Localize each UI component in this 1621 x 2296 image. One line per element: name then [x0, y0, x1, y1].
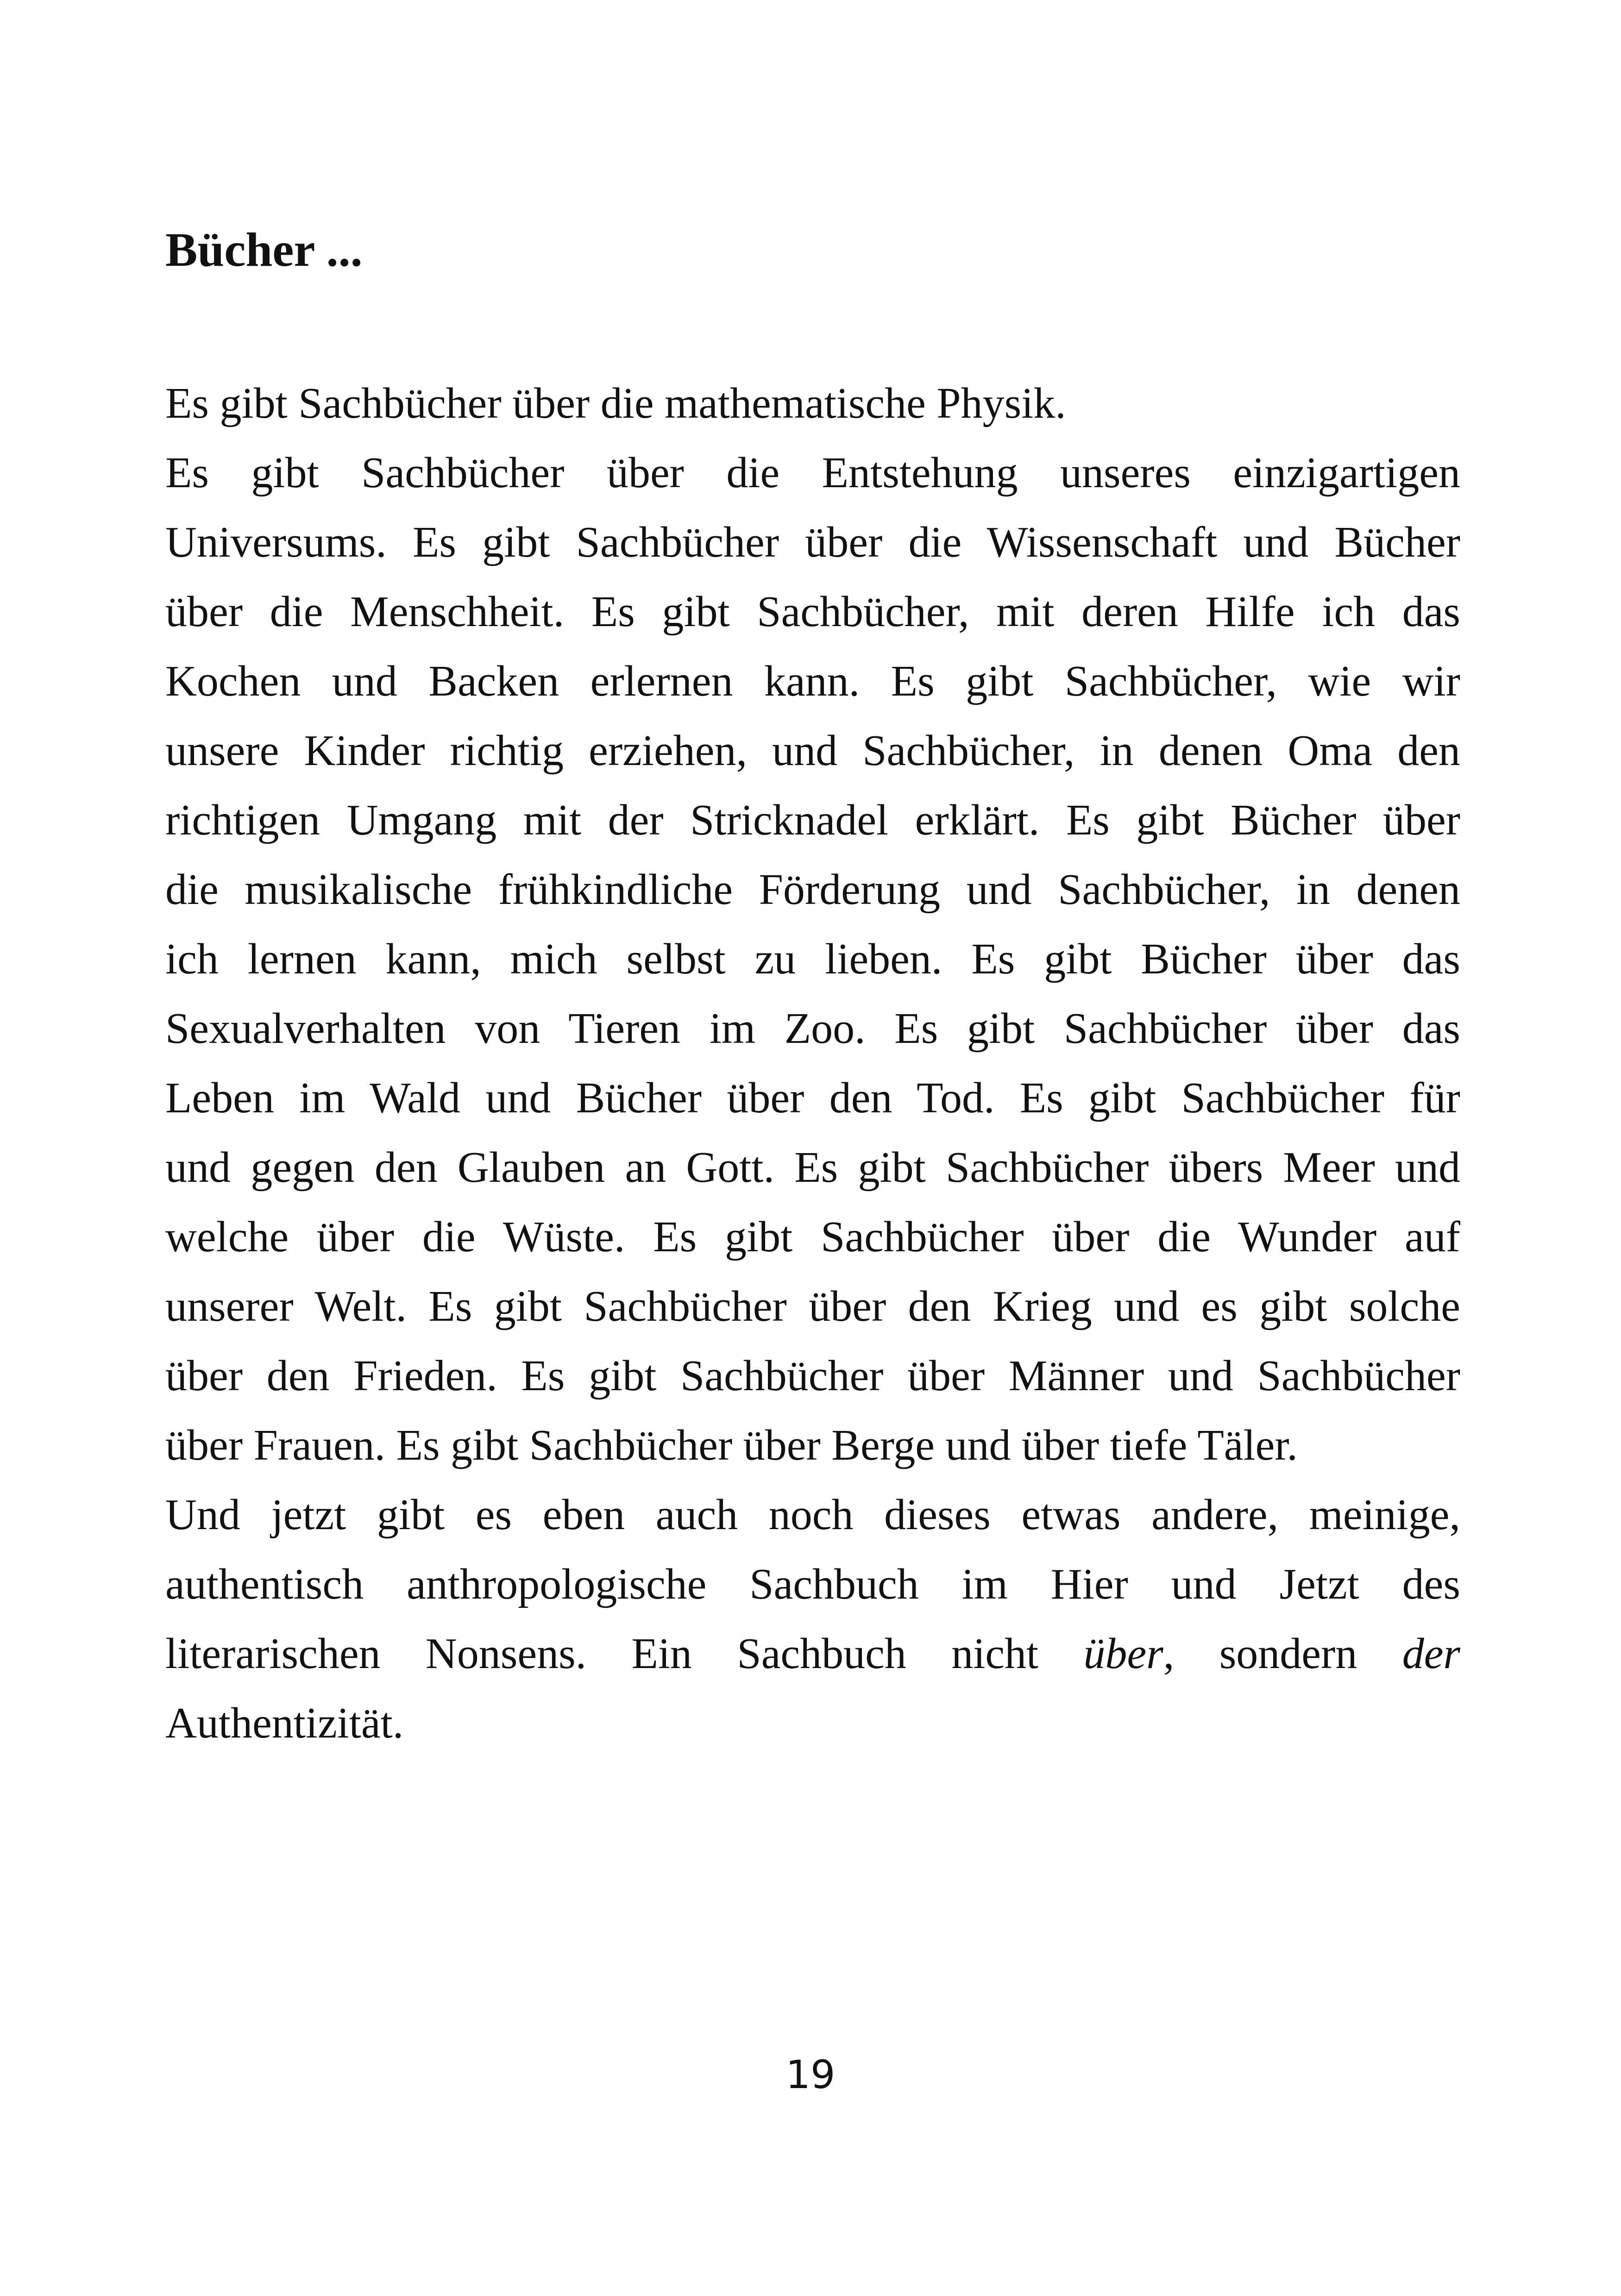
text-line: unsere Kinder richtig erziehen, und Sachbücher, in denen Oma den — [165, 727, 1460, 775]
text-line: Es gibt Sachbücher über die Entstehung unseres einzigartigen — [165, 449, 1460, 497]
text-line: ich lernen kann, mich selbst zu lieben. Es gibt Bücher über das — [165, 935, 1460, 983]
text-line: und gegen den Glauben an Gott. Es gibt Sachbücher übers Meer und — [165, 1143, 1460, 1192]
text-line: über den Frieden. Es gibt Sachbücher über Männer und Sachbücher — [165, 1352, 1460, 1400]
text-line-with-emphasis — [165, 1619, 1460, 1688]
text-segment: literarischen Nonsens. Ein Sachbuch nicht — [165, 1630, 1039, 1678]
text-segment: , sondern — [1163, 1630, 1357, 1678]
body-text — [165, 369, 1460, 1758]
chapter-heading: Bücher ... — [165, 223, 363, 276]
page-number: 19 — [785, 2052, 836, 2097]
text-line: Es gibt Sachbücher über die mathematische Physik. — [165, 379, 1066, 427]
text-line: richtigen Umgang mit der Stricknadel erklärt. Es gibt Bücher über — [165, 796, 1460, 844]
text-line: unserer Welt. Es gibt Sachbücher über den Krieg und es gibt solche — [165, 1282, 1460, 1330]
emphasis-ueber: über — [1083, 1630, 1163, 1678]
text-line: Authentizität. — [165, 1699, 404, 1747]
text-line: welche über die Wüste. Es gibt Sachbücher über die Wunder auf — [165, 1213, 1460, 1261]
text-line: die musikalische frühkindliche Förderung und Sachbücher, in denen — [165, 866, 1460, 914]
text-line: über die Menschheit. Es gibt Sachbücher, mit deren Hilfe ich das — [165, 588, 1460, 636]
emphasis-der: der — [1402, 1630, 1460, 1678]
text-line: Universums. Es gibt Sachbücher über die Wissenschaft und Bücher — [165, 518, 1460, 566]
text-line: Sexualverhalten von Tieren im Zoo. Es gibt Sachbücher über das — [165, 1004, 1460, 1053]
text-line: Kochen und Backen erlernen kann. Es gibt Sachbücher, wie wir — [165, 657, 1460, 705]
text-line: über Frauen. Es gibt Sachbücher über Berge und über tiefe Täler. — [165, 1421, 1298, 1469]
text-line: Und jetzt gibt es eben auch noch dieses etwas andere, meinige, — [165, 1491, 1460, 1539]
text-line: Leben im Wald und Bücher über den Tod. Es gibt Sachbücher für — [165, 1074, 1460, 1122]
text-line: authentisch anthropologische Sachbuch im Hier und Jetzt des — [165, 1560, 1460, 1608]
